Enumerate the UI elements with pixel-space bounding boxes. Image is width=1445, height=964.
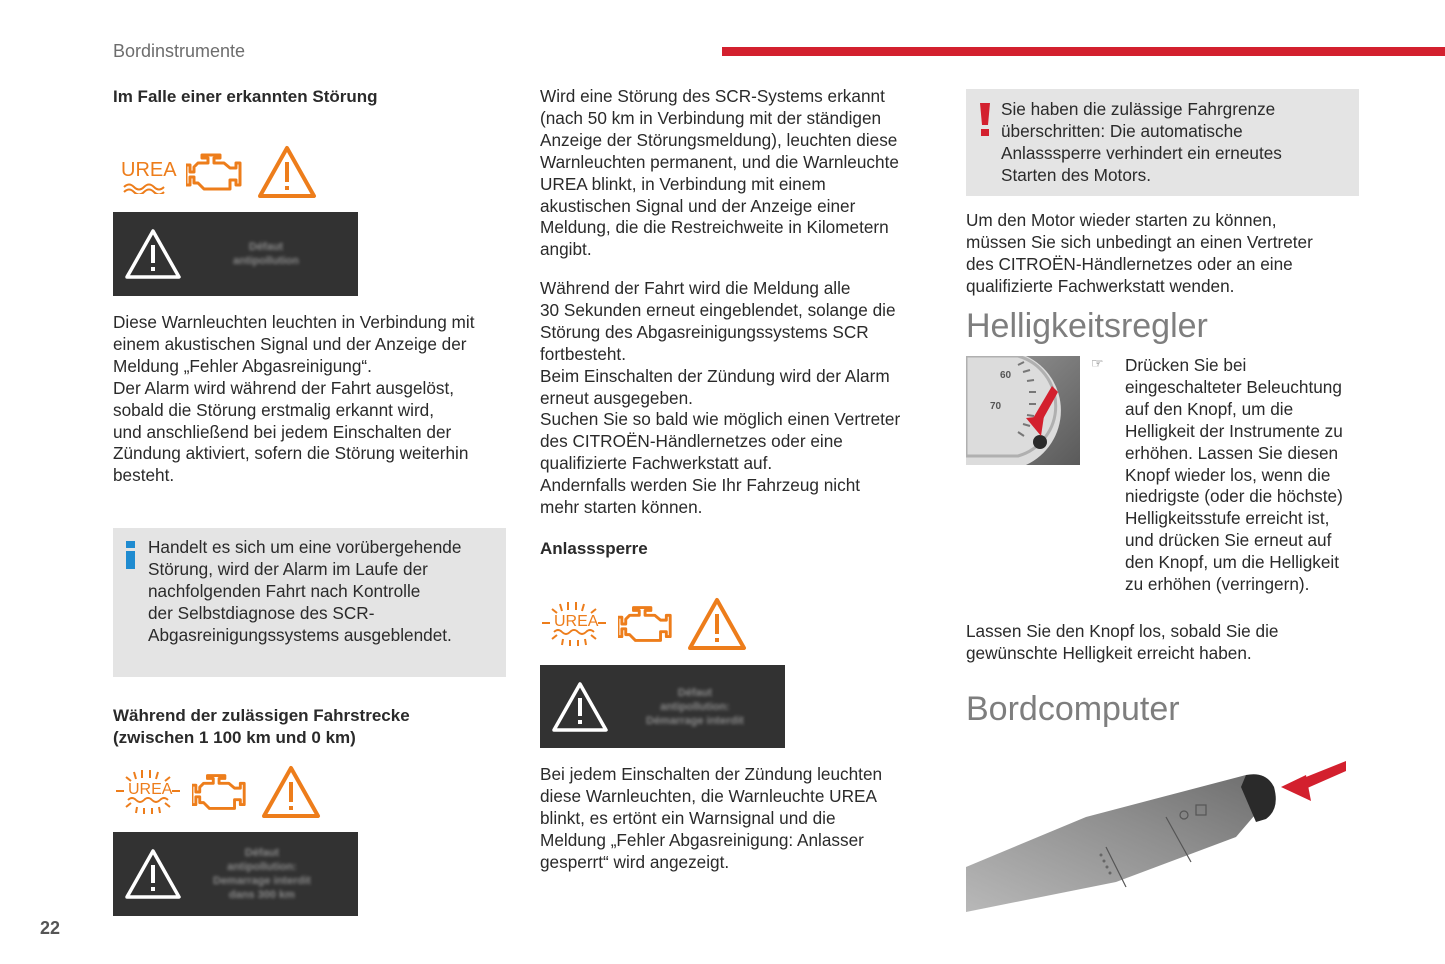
heading-start-inhibit: Anlasssperre (540, 539, 648, 558)
display-message-3 (540, 665, 785, 748)
urea-icon: UREA (118, 150, 176, 194)
warning-icons-row-1 (118, 144, 318, 200)
paragraph-message-repeat: Während der Fahrt wird die Meldung alle 30 Sekunden erneut eingeblendet, solange die Störung des Abgasreinigungssystems SCR fortbesteht. Beim Einschalten der Zündung wird der Alarm erneut ausgegeben. Suchen Sie so bald wie möglich einen Vertreter des CITROËN-Händlernetzes oder eine qualifizierte Fachwerkstatt auf. Andernfalls werden Sie Ihr Fahrzeug nicht mehr starten können. (540, 278, 901, 518)
wiper-stalk-image (966, 757, 1346, 912)
warning-icons-row-2 (114, 764, 322, 820)
display-message-text-2: Défaut antipollution: Demarrage interdit dans 300 km (213, 847, 311, 901)
urea-flashing-icon: UREA (114, 767, 182, 817)
warning-triangle-icon (686, 596, 748, 652)
warning-text: Sie haben die zulässige Fahrgrenze überschritten: Die automatische Anlasssperre verhindert ein erneutes Starten des Motors. (1001, 99, 1282, 185)
paragraph-ignition-warning: Bei jedem Einschalten der Zündung leuchten diese Warnleuchten, die Warnleuchte UREA blinkt, es ertönt ein Warnsignal und die Meldung „Fehler Abgasreinigung: Anlasser gesperrt“ wird angezeigt. (540, 764, 883, 872)
display-message-text-1: Défaut antipollution (233, 241, 299, 267)
info-box (113, 528, 506, 677)
engine-warning-icon (192, 769, 250, 815)
info-icon (125, 541, 137, 571)
display-message-1 (113, 212, 358, 296)
paragraph-fault-alarm: Diese Warnleuchten leuchten in Verbindung mit einem akustischen Signal und der Anzeige der Meldung „Fehler Abgasreinigung“. Der Alarm wird während der Fahrt ausgelöst, sobald die Störung erstmalig erkannt wird, und anschließend bei jedem Einschalten der Zündung aktiviert, sofern die Störung weiterhin besteht. (113, 312, 475, 486)
warning-triangle-icon (256, 144, 318, 200)
hand-pointer-icon: ☞ (1091, 355, 1104, 371)
header-accent-bar (722, 47, 1445, 56)
engine-warning-icon (618, 601, 676, 647)
paragraph-contact-dealer: Um den Motor wieder starten zu können, müssen Sie sich unbedingt an einen Vertreter des CITROËN-Händlernetzes oder an eine qualifizierte Fachwerkstatt wenden. (966, 210, 1313, 296)
page-number: 22 (40, 918, 61, 938)
gauge-tick-70: 70 (990, 401, 1002, 412)
display-message-2 (113, 832, 358, 916)
warning-triangle-icon (260, 764, 322, 820)
display-warning-triangle-icon (123, 847, 183, 901)
brightness-knob (1033, 435, 1047, 449)
section-title: Bordinstrumente (113, 41, 246, 61)
heading-brightness: Helligkeitsregler (966, 307, 1208, 345)
gauge-tick-60: 60 (1000, 370, 1012, 381)
warning-box (966, 89, 1359, 196)
warning-icons-row-3 (540, 596, 748, 652)
display-message-text-3: Défaut antipollution: Démarrage interdit (646, 686, 744, 727)
display-warning-triangle-icon (550, 680, 610, 734)
info-text: Handelt es sich um eine vorübergehende Störung, wird der Alarm im Laufe der nachfolgenden Fahrt nach Kontrolle der Selbstdiagnose des SCR- Abgasreinigungssystems ausgeblendet. (148, 537, 462, 645)
brightness-instructions: Drücken Sie bei eingeschalteter Beleuchtung auf den Knopf, um die Helligkeit der Instrumente zu erhöhen. Lassen Sie diesen Knopf wieder los, wenn die niedrigste (oder die höchste) Helligkeitsstufe erreicht ist, und drücken Sie erneut auf den Knopf, um die Helligkeit zu erhöhen (verringern). (1125, 355, 1343, 595)
urea-flashing-icon: UREA (540, 599, 608, 649)
heading-detected-fault: Im Falle einer erkannten Störung (113, 87, 378, 106)
heading-trip-computer: Bordcomputer (966, 690, 1180, 728)
exclamation-icon (978, 103, 992, 137)
paragraph-release-knob: Lassen Sie den Knopf los, sobald Sie die gewünschte Helligkeit erreicht haben. (966, 621, 1279, 663)
engine-warning-icon (186, 149, 246, 195)
display-warning-triangle-icon (123, 227, 183, 281)
brightness-knob-image (966, 356, 1080, 465)
heading-allowed-distance: Während der zulässigen Fahrstrecke (zwischen 1 100 km und 0 km) (113, 706, 410, 747)
paragraph-scr-fault: Wird eine Störung des SCR-Systems erkannt (nach 50 km in Verbindung mit der ständigen Anzeige der Störungsmeldung), leuchten diese Warnleuchten permanent, und die Warnleuchte UREA blinkt, in Verbindung mit einem akustischen Signal und der Anzeige einer Meldung, die die Restreichweite in Kilometern angibt. (540, 86, 899, 260)
